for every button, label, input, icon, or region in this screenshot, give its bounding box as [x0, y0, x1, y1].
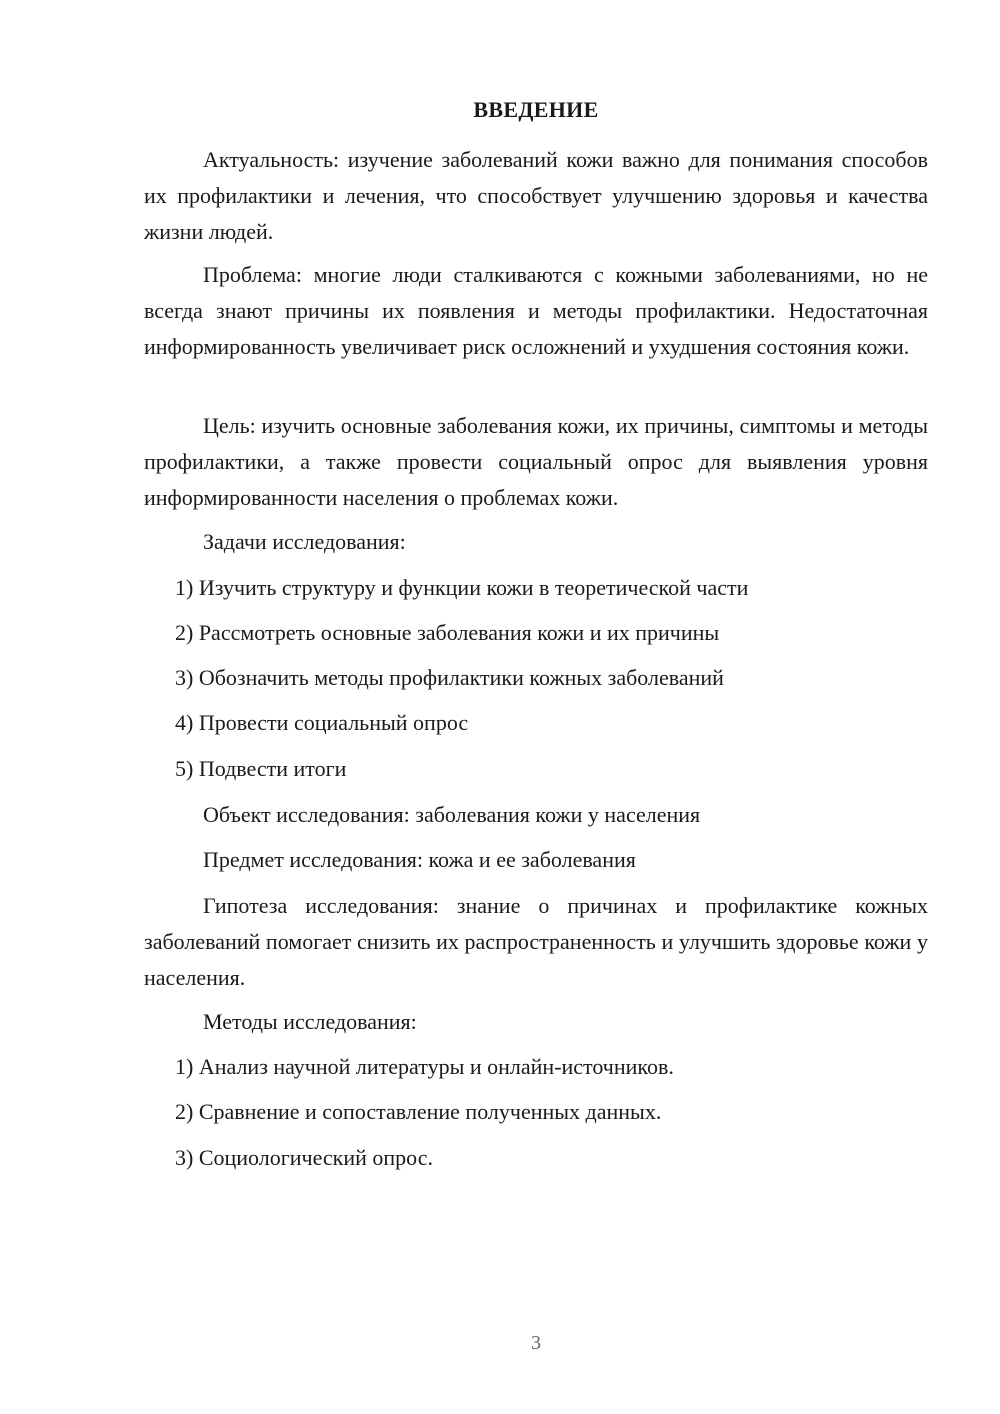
page-number: 3: [531, 1332, 541, 1354]
task-item: 1) Изучить структуру и функции кожи в теоретической части: [175, 575, 749, 600]
task-item: 4) Провести социальный опрос: [175, 710, 469, 735]
task-item: 5) Подвести итоги: [175, 756, 347, 781]
goal-paragraph: Цель: изучить основные заболевания кожи, их причины, симптомы и методы профилактики, а также провести социальный опрос для выявления уровня информированности населения о проблемах кожи.: [144, 413, 928, 510]
method-item: 2) Сравнение и сопоставление полученных данных.: [175, 1099, 662, 1124]
task-item: 2) Рассмотреть основные заболевания кожи и их причины: [175, 620, 720, 645]
research-object: Объект исследования: заболевания кожи у населения: [203, 802, 701, 827]
hypothesis-paragraph: Гипотеза исследования: знание о причинах и профилактике кожных заболеваний помогает снизить их распространенность и улучшить здоровье кожи у населения.: [144, 893, 928, 990]
research-subject: Предмет исследования: кожа и ее заболевания: [203, 847, 636, 872]
problem-paragraph: Проблема: многие люди сталкиваются с кожными заболеваниями, но не всегда знают причины их появления и методы профилактики. Недостаточная информированность увеличивает риск осложнений и ухудшения состояния кожи.: [144, 262, 928, 359]
tasks-heading: Задачи исследования:: [203, 529, 406, 554]
methods-heading: Методы исследования:: [203, 1009, 417, 1034]
relevance-paragraph: Актуальность: изучение заболеваний кожи важно для понимания способов их профилактики и лечения, что способствует улучшению здоровья и качества жизни людей.: [144, 147, 928, 244]
method-item: 1) Анализ научной литературы и онлайн-источников.: [175, 1054, 674, 1079]
task-item: 3) Обозначить методы профилактики кожных заболеваний: [175, 665, 724, 690]
method-item: 3) Социологический опрос.: [175, 1145, 433, 1170]
section-heading: ВВЕДЕНИЕ: [473, 97, 599, 122]
